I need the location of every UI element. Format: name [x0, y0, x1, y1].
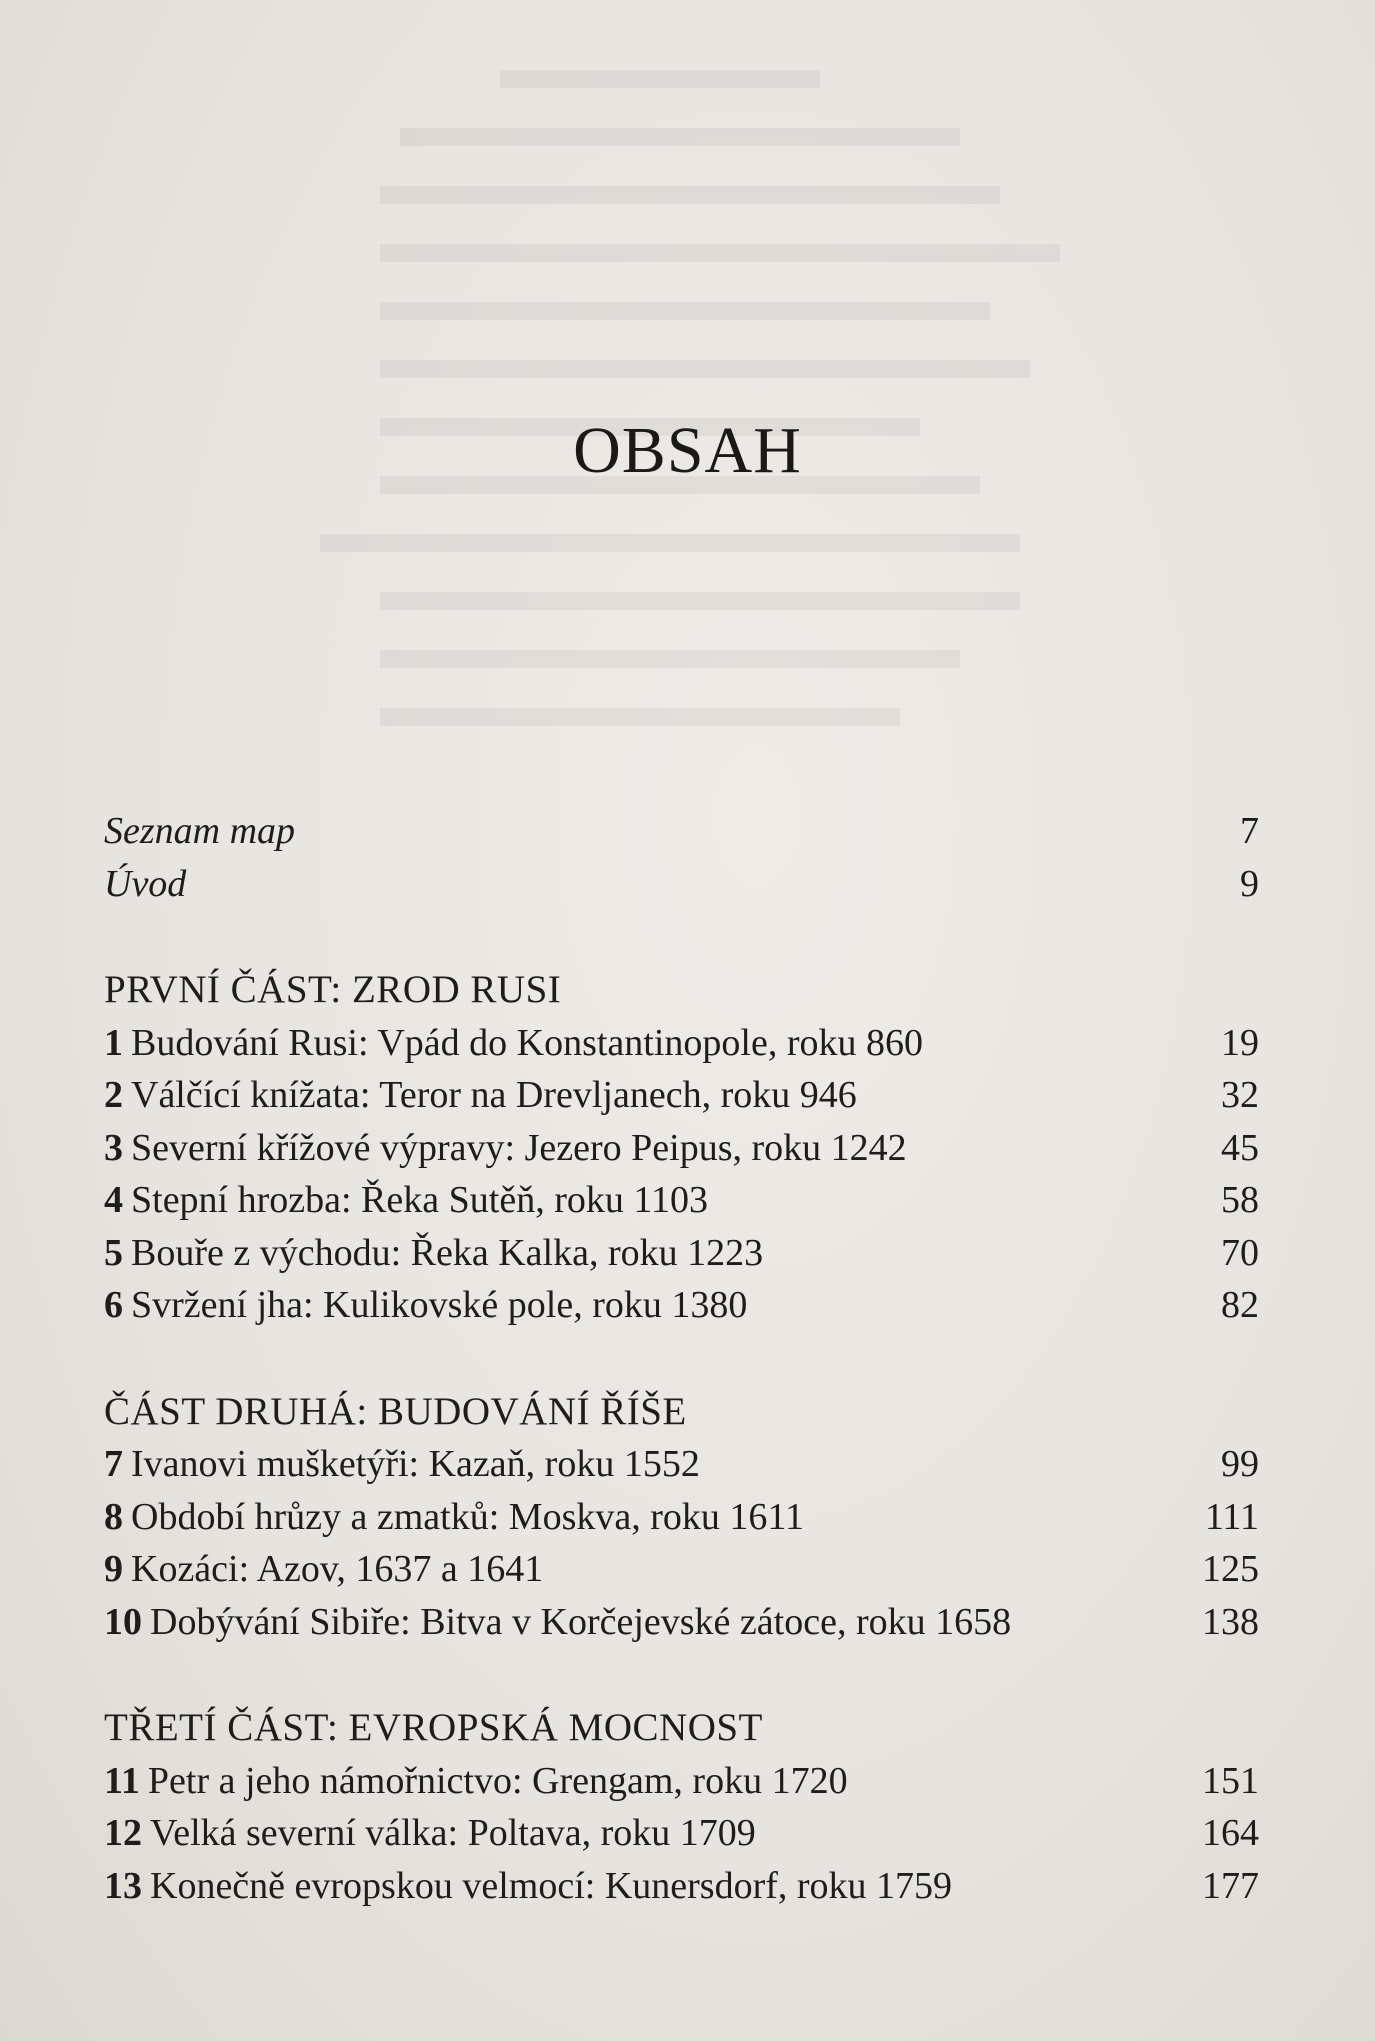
chapter-number: 1 [104, 1021, 123, 1064]
chapter-number: 9 [104, 1548, 123, 1590]
chapter-page: 138 [1202, 1600, 1259, 1643]
toc-entry-text [104, 1491, 804, 1544]
toc-entry-text [104, 1596, 1011, 1649]
toc-entry-chapter-7[interactable] [104, 1438, 1259, 1491]
chapter-title: Petr a jeho námořnictvo: Grengam, roku 1720 [147, 1759, 848, 1802]
chapter-number: 12 [104, 1812, 142, 1854]
chapter-page: 164 [1202, 1812, 1259, 1854]
spacer [104, 910, 1259, 964]
toc-entry-text [104, 1279, 747, 1332]
spacer [104, 1332, 1259, 1386]
chapter-title: Bouře z východu: Řeka Kalka, roku 1223 [131, 1231, 764, 1274]
chapter-number: 5 [104, 1231, 123, 1274]
chapter-number: 10 [104, 1600, 142, 1643]
chapter-number: 6 [104, 1284, 123, 1326]
toc-entry-chapter-10[interactable] [104, 1596, 1259, 1649]
toc-entry-text [104, 1755, 848, 1808]
toc-entry-text [104, 1122, 907, 1175]
toc-entry-chapter-4[interactable] [104, 1174, 1259, 1227]
toc-entry-text [104, 1174, 708, 1227]
chapter-page: 111 [1204, 1495, 1259, 1538]
toc-entry-page: 9 [1240, 862, 1259, 905]
chapter-title: Budování Rusi: Vpád do Konstantinopole, roku 860 [131, 1021, 923, 1064]
chapter-page: 125 [1202, 1548, 1259, 1590]
toc-entry-chapter-11[interactable] [104, 1755, 1259, 1808]
toc-entry-text [104, 1438, 700, 1491]
chapter-number: 3 [104, 1126, 123, 1169]
chapter-page: 45 [1221, 1126, 1259, 1169]
chapter-title: Válčící knížata: Teror na Drevljanech, roku 946 [131, 1074, 857, 1116]
chapter-title: Období hrůzy a zmatků: Moskva, roku 1611 [131, 1495, 804, 1538]
toc-entry-chapter-2[interactable] [104, 1069, 1259, 1122]
toc-entry-chapter-9[interactable] [104, 1543, 1259, 1596]
spacer [104, 1648, 1259, 1702]
part-heading-2[interactable]: ČÁST DRUHÁ: BUDOVÁNÍ ŘÍŠE [104, 1389, 687, 1433]
page-title: OBSAH [573, 414, 802, 487]
toc-entry-text [104, 1543, 543, 1596]
chapter-page: 58 [1221, 1179, 1259, 1221]
chapter-number: 4 [104, 1179, 123, 1221]
chapter-title: Stepní hrozba: Řeka Sutěň, roku 1103 [131, 1179, 708, 1221]
chapter-title: Svržení jha: Kulikovské pole, roku 1380 [131, 1284, 748, 1326]
chapter-page: 19 [1221, 1021, 1259, 1064]
table-of-contents [104, 805, 1259, 1912]
chapter-number: 7 [104, 1443, 123, 1485]
toc-entry-chapter-13[interactable] [104, 1860, 1259, 1913]
chapter-page: 82 [1221, 1284, 1259, 1326]
toc-entry-text [104, 1069, 857, 1122]
chapter-page: 70 [1221, 1231, 1259, 1274]
toc-entry-text [104, 1227, 763, 1280]
toc-entry-title: Seznam map [104, 810, 296, 852]
toc-entry-text [104, 1017, 923, 1070]
chapter-page: 99 [1221, 1443, 1259, 1485]
toc-entry-chapter-1[interactable] [104, 1017, 1259, 1070]
chapter-page: 32 [1221, 1074, 1259, 1116]
chapter-title: Severní křížové výpravy: Jezero Peipus, roku 1242 [131, 1126, 907, 1169]
chapter-page: 151 [1202, 1759, 1259, 1802]
chapter-title: Velká severní válka: Poltava, roku 1709 [150, 1812, 756, 1854]
chapter-title: Ivanovi mušketýři: Kazaň, roku 1552 [131, 1443, 700, 1485]
chapter-number: 8 [104, 1495, 123, 1538]
toc-entry-chapter-3[interactable] [104, 1122, 1259, 1175]
toc-entry-text [104, 1807, 756, 1860]
chapter-title: Konečně evropskou velmocí: Kunersdorf, roku 1759 [150, 1864, 953, 1907]
toc-entry-front-2[interactable] [104, 858, 1259, 911]
toc-entry-title: Úvod [104, 862, 187, 905]
toc-entry-chapter-5[interactable] [104, 1227, 1259, 1280]
chapter-title: Dobývání Sibiře: Bitva v Korčejevské zátoce, roku 1658 [150, 1600, 1012, 1643]
toc-entry-chapter-6[interactable] [104, 1279, 1259, 1332]
chapter-page: 177 [1202, 1864, 1259, 1907]
toc-entry-front-1[interactable] [104, 805, 1259, 858]
toc-entry-chapter-8[interactable] [104, 1491, 1259, 1544]
toc-entry-chapter-12[interactable] [104, 1807, 1259, 1860]
chapter-number: 2 [104, 1074, 123, 1116]
part-heading-1[interactable]: PRVNÍ ČÁST: ZROD RUSI [104, 968, 562, 1011]
toc-entry-page: 7 [1240, 810, 1259, 852]
chapter-title: Kozáci: Azov, 1637 a 1641 [131, 1548, 544, 1590]
chapter-number: 11 [104, 1759, 140, 1802]
chapter-number: 13 [104, 1864, 142, 1907]
toc-entry-text [104, 1860, 952, 1913]
part-heading-3[interactable]: TŘETÍ ČÁST: EVROPSKÁ MOCNOST [104, 1706, 763, 1749]
